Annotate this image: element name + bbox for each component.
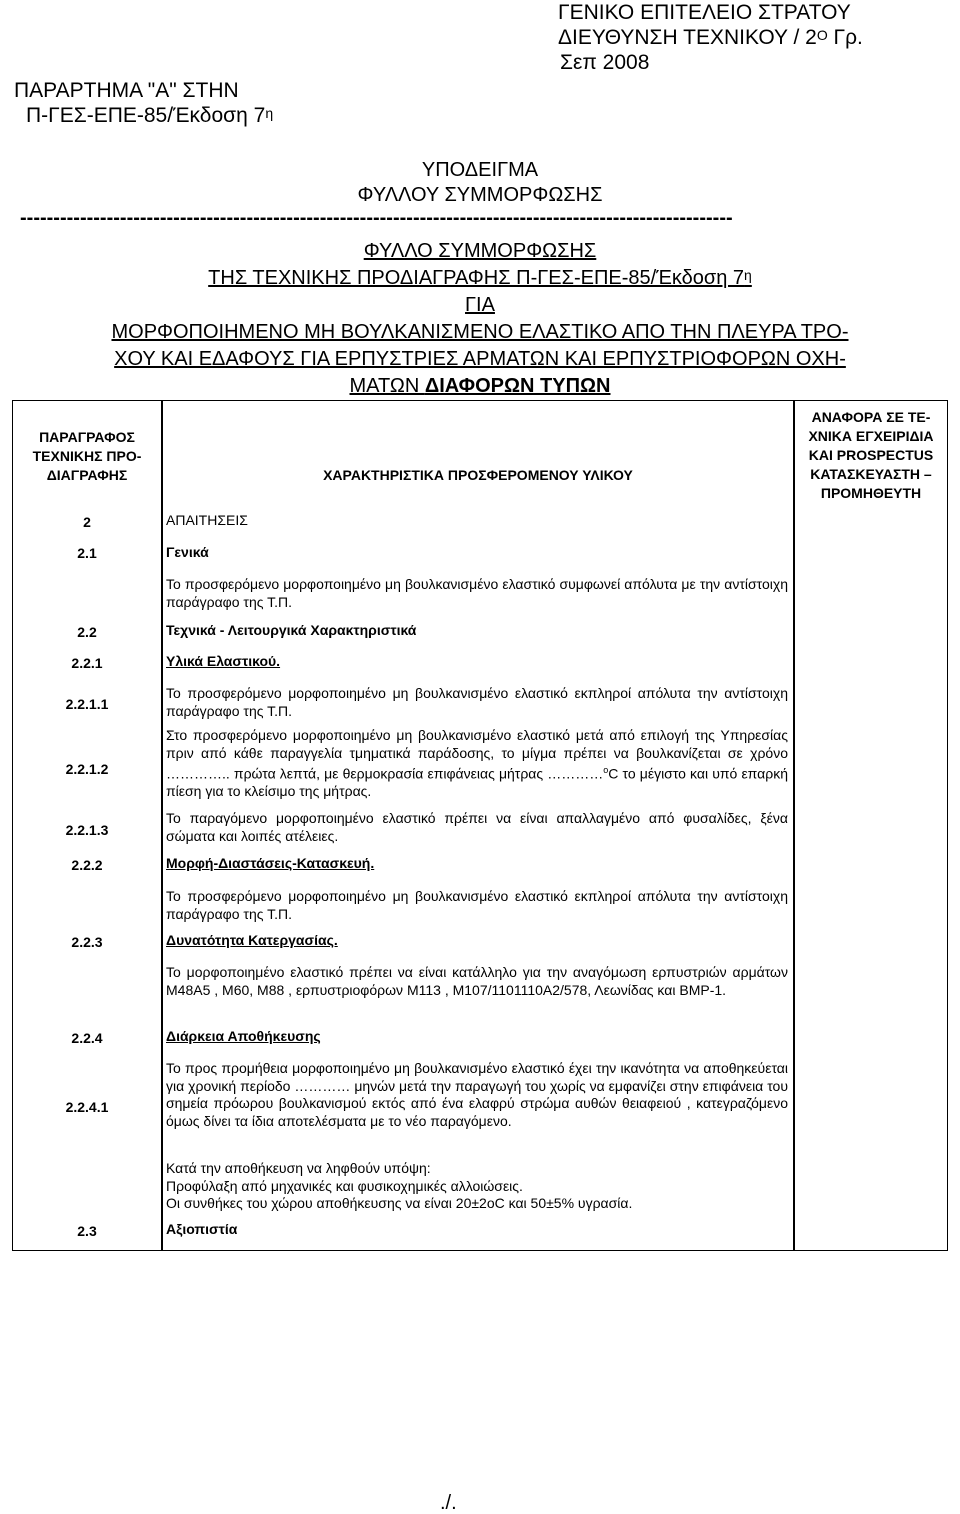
paragraph-number: 2.2.1.2 [65,761,109,777]
org-line-2-sup: Ο [816,27,828,43]
storage-note: Οι συνθήκες του χώρου αποθήκευσης να είναι 20±2oC και 50±5% υγρασία. [166,1195,633,1211]
annex-line-2-text: Π-ΓΕΣ-ΕΠΕ-85/Έκδοση 7 [26,104,266,127]
paragraph-number: 2 [83,514,91,530]
paragraph-number: 2.2.1 [71,655,103,671]
compliance-title-line-2 [40,265,920,292]
section-text: Το παραγόμενο μορφοποιημένο ελαστικό πρέπει να είναι απαλλαγμένο από φυσαλίδες, ξένα σώματα και λοιπές ατέλειες. [166,810,788,844]
storage-notes [166,1160,788,1213]
org-line-2-text: ΔΙΕΥΘΥΝΣΗ ΤΕΧΝΙΚΟΥ / 2 [558,26,817,49]
continuation-mark: ./. [440,1492,457,1514]
compliance-title-line-2-sup: η [744,267,752,283]
organization-header [558,0,863,75]
section-text-part: C το μέγιστο και υπό επαρκή πίεση για το κλείσιμο της μήτρας. [166,765,788,800]
paragraph-number: 2.3 [77,1223,97,1239]
paragraph-number: 2.2.2 [71,857,103,873]
column-header-reference-line-3: ΚΑΙ PROSPECTUS [808,447,934,463]
model-title [0,158,960,208]
compliance-title [40,238,920,400]
section-label: Μορφή-Διαστάσεις-Κατασκευή. [166,855,375,871]
compliance-title-line-1: ΦΥΛΛΟ ΣΥΜΜΟΡΦΩΣΗΣ [363,240,597,262]
section-label: ΑΠΑΙΤΗΣΕΙΣ [166,512,248,528]
section-text: Το μορφοποιημένο ελαστικό πρέπει να είναι κατάλληλο για την αναγόμωση ερπυστριών αρμάτων Μ48Α5 , Μ60, Μ88 , ερπυστριοφόρων Μ113 , Μ107/1101110Α2/578, Λεωνίδας και ΒΜΡ-1. [166,964,788,998]
section-text-part: Στο προσφερόμενο μορφοποιημένο μη βουλκανισμένο ελαστικό μετά από επιλογή της Υπηρεσίας πριν από κάθε παραγγελία τμηματικά παράδοσης, το μίγμα πρέπει να βουλκανίζεται σε χρόνο ………….. πρώτα λεπτά, με θερμοκρασία επιφάνειας μήτρας ………… [166,727,788,782]
org-line-1: ΓΕΝΙΚΟ ΕΠΙΤΕΛΕΙΟ ΣΤΡΑΤΟΥ [558,1,851,24]
column-header-characteristics: ΧΑΡΑΚΤΗΡΙΣΤΙΚΑ ΠΡΟΣΦΕΡΟΜΕΝΟΥ ΥΛΙΚΟΥ [323,467,633,483]
org-line-2 [558,25,863,50]
annex-header [14,78,273,128]
compliance-title-line-2-text: ΤΗΣ ΤΕΧΝΙΚΗΣ ΠΡΟΔΙΑΓΡΑΦΗΣ Π-ΓΕΣ-ΕΠΕ-85/Έκδοση 7 [208,267,745,289]
org-line-2-post: Γρ. [827,26,863,49]
paragraph-number: 2.2.4 [71,1030,103,1046]
dash-divider: ----------------------------------------------------------------------------------------------------------- [20,207,733,229]
column-header-reference-line-1: ΑΝΑΦΟΡΑ ΣΕ ΤΕ- [811,409,931,425]
section-text: Το προσφερόμενο μορφοποιημένο μη βουλκανισμένο ελαστικό συμφωνεί απόλυτα με την αντίστοιχη παράγραφο της Τ.Π. [166,576,788,610]
paragraph-number: 2.2 [77,624,97,640]
compliance-title-line-3: ΓΙΑ [465,294,495,316]
section-text: Το προσφερόμενο μορφοποιημένο μη βουλκανισμένο ελαστικό εκπληροί απόλυτα την αντίστοιχη παράγραφο της Τ.Π. [166,888,788,922]
paragraph-number: 2.2.3 [71,934,103,950]
column-header-reference [794,408,948,503]
compliance-title-line-6-bold: ΔΙΑΦΟΡΩΝ ΤΥΠΩΝ [424,375,611,397]
model-title-line-1: ΥΠΟΔΕΙΓΜΑ [421,159,539,181]
document-date: Σεπ 2008 [560,51,650,74]
column-header-paragraph-line-1: ΠΑΡΑΓΡΑΦΟΣ [39,429,135,445]
section-label: Αξιοπιστία [166,1221,238,1237]
section-label: Τεχνικά - Λειτουργικά Χαρακτηριστικά [166,622,417,638]
paragraph-number: 2.1 [77,545,97,561]
section-text: Το προς προμήθεια μορφοποιημένο μη βουλκανισμένο ελαστικό έχει την ικανότητα να αποθηκεύεται για χρονική περίοδο ………… μηνών μετά την παραγωγή του χωρίς να εμφανίζει στην επιφάνεια του σημεία πρόωρου βουλκανισμού εκτός από ένα ελαφρύ στρώμα αυθών θειαφειού , κατεγραζόμενο όμως δίνει τα ίδια αποτελέσματα με το νέο παραγόμενο. [166,1060,788,1129]
compliance-title-line-5: ΧΟΥ ΚΑΙ ΕΔΑΦΟΥΣ ΓΙΑ ΕΡΠΥΣΤΡΙΕΣ ΑΡΜΑΤΩΝ ΚΑΙ ΕΡΠΥΣΤΡΙΟΦΟΡΩΝ ΟΧΗ- [114,348,846,370]
compliance-title-line-6-text: ΜΑΤΩΝ [349,375,425,397]
storage-note: Κατά την αποθήκευση να ληφθούν υπόψη: [166,1160,431,1176]
annex-line-1: ΠΑΡΑΡΤΗΜΑ "Α" ΣΤΗΝ [14,79,239,102]
section-label: Δυνατότητα Κατεργασίας. [166,932,338,948]
column-header-paragraph-line-2: ΤΕΧΝΙΚΗΣ ΠΡΟ- [32,448,142,464]
compliance-title-line-6 [40,373,920,400]
column-header-reference-line-2: ΧΝΙΚΑ ΕΓΧΕΙΡΙΔΙΑ [808,428,934,444]
table-divider-2 [793,400,795,1251]
annex-line-2 [14,103,273,128]
column-header-paragraph [12,428,162,485]
paragraph-number: 2.2.1.1 [65,696,109,712]
section-label: Υλικά Ελαστικού. [166,653,281,669]
model-title-line-2: ΦΥΛΛΟΥ ΣΥΜΜΟΡΦΩΣΗΣ [357,184,603,206]
section-text [166,727,788,801]
compliance-title-line-4: ΜΟΡΦΟΠΟΙΗΜΕΝΟ ΜΗ ΒΟΥΛΚΑΝΙΣΜΕΝΟ ΕΛΑΣΤΙΚΟ ΑΠΟ ΤΗΝ ΠΛΕΥΡΑ ΤΡΟ- [111,321,849,343]
paragraph-number: 2.2.1.3 [65,822,109,838]
section-text-sup: ο [603,765,609,775]
section-label: Γενικά [166,544,209,560]
column-header-paragraph-line-3: ΔΙΑΓΡΑΦΗΣ [46,467,128,483]
storage-note: Προφύλαξη από μηχανικές και φυσικοχημικές αλλοιώσεις. [166,1177,523,1194]
paragraph-number: 2.2.4.1 [65,1099,109,1115]
column-header-reference-line-4: ΚΑΤΑΣΚΕΥΑΣΤΗ – [810,466,932,482]
annex-line-2-sup: η [265,105,274,121]
section-text: Το προσφερόμενο μορφοποιημένο μη βουλκανισμένο ελαστικό εκπληροί απόλυτα την αντίστοιχη παράγραφο της Τ.Π. [166,685,788,719]
column-header-reference-line-5: ΠΡΟΜΗΘΕΥΤΗ [820,485,922,501]
section-label: Διάρκεια Αποθήκευσης [166,1028,321,1044]
